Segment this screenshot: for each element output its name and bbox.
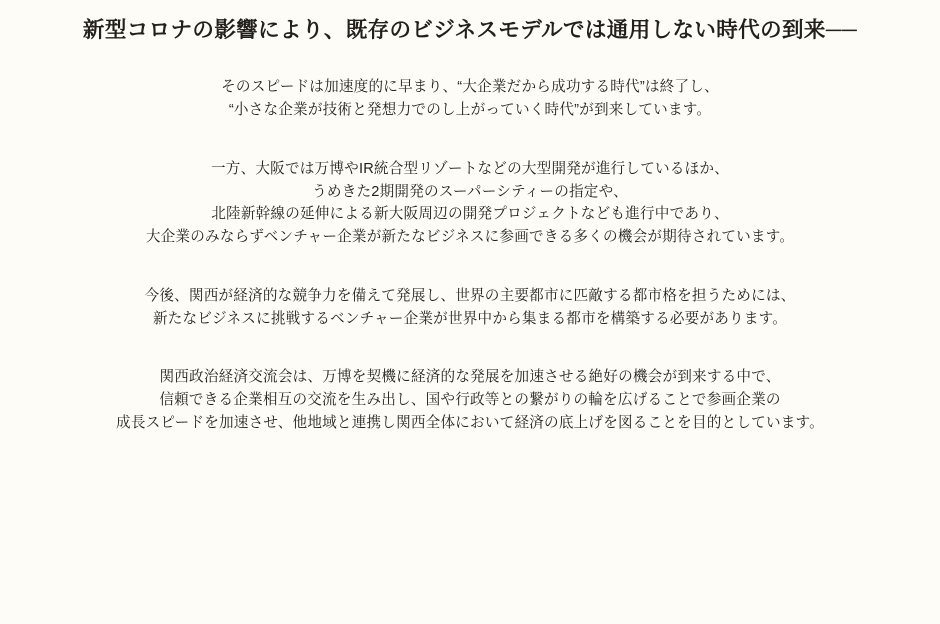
paragraph-association-line-1: 関西政治経済交流会は、万博を契機に経済的な発展を加速させる絶好の機会が到来する中で、	[159, 369, 781, 386]
paragraph-association-line-2: 信頼できる企業相互の交流を生み出し、国や行政等との繋がりの輪を広げることで参画企業の	[159, 392, 781, 409]
paragraph-kansai-line-2: 新たなビジネスに挑戦するベンチャー企業が世界中から集まる都市を構築する必要があります。	[152, 310, 788, 327]
paragraph-kansai-line-1: 今後、関西が経済的な競争力を備えて発展し、世界の主要都市に匹敵する都市格を担うためには、	[144, 287, 796, 304]
paragraph-osaka-line-3: 北陸新幹線の延伸による新大阪周辺の開発プロジェクトなども進行中であり、	[211, 206, 729, 223]
paragraph-association	[0, 366, 940, 434]
paragraph-kansai	[0, 285, 940, 331]
paragraph-speed-line-2: “小さな企業が技術と発想力でのし上がっていく時代”が到来しています。	[228, 102, 712, 119]
paragraph-osaka	[0, 158, 940, 249]
paragraph-osaka-line-2: うめきた2期開発のスーパーシティーの指定や、	[312, 183, 628, 200]
page-headline: 新型コロナの影響により、既存のビジネスモデルでは通用しない時代の到来──	[82, 18, 858, 42]
paragraph-speed-line-1: そのスピードは加速度的に早まり、“大企業だから成功する時代”は終了し、	[221, 79, 719, 96]
paragraph-speed	[0, 76, 940, 122]
paragraph-association-line-3: 成長スピードを加速させ、他地域と連携し関西全体において経済の底上げを図ることを目的としています。	[116, 414, 824, 431]
paragraph-osaka-line-1: 一方、大阪では万博やIR統合型リゾートなどの大型開発が進行しているほか、	[211, 160, 729, 177]
paragraph-osaka-line-4: 大企業のみならずベンチャー企業が新たなビジネスに参画できる多くの機会が期待されています。	[145, 229, 795, 246]
